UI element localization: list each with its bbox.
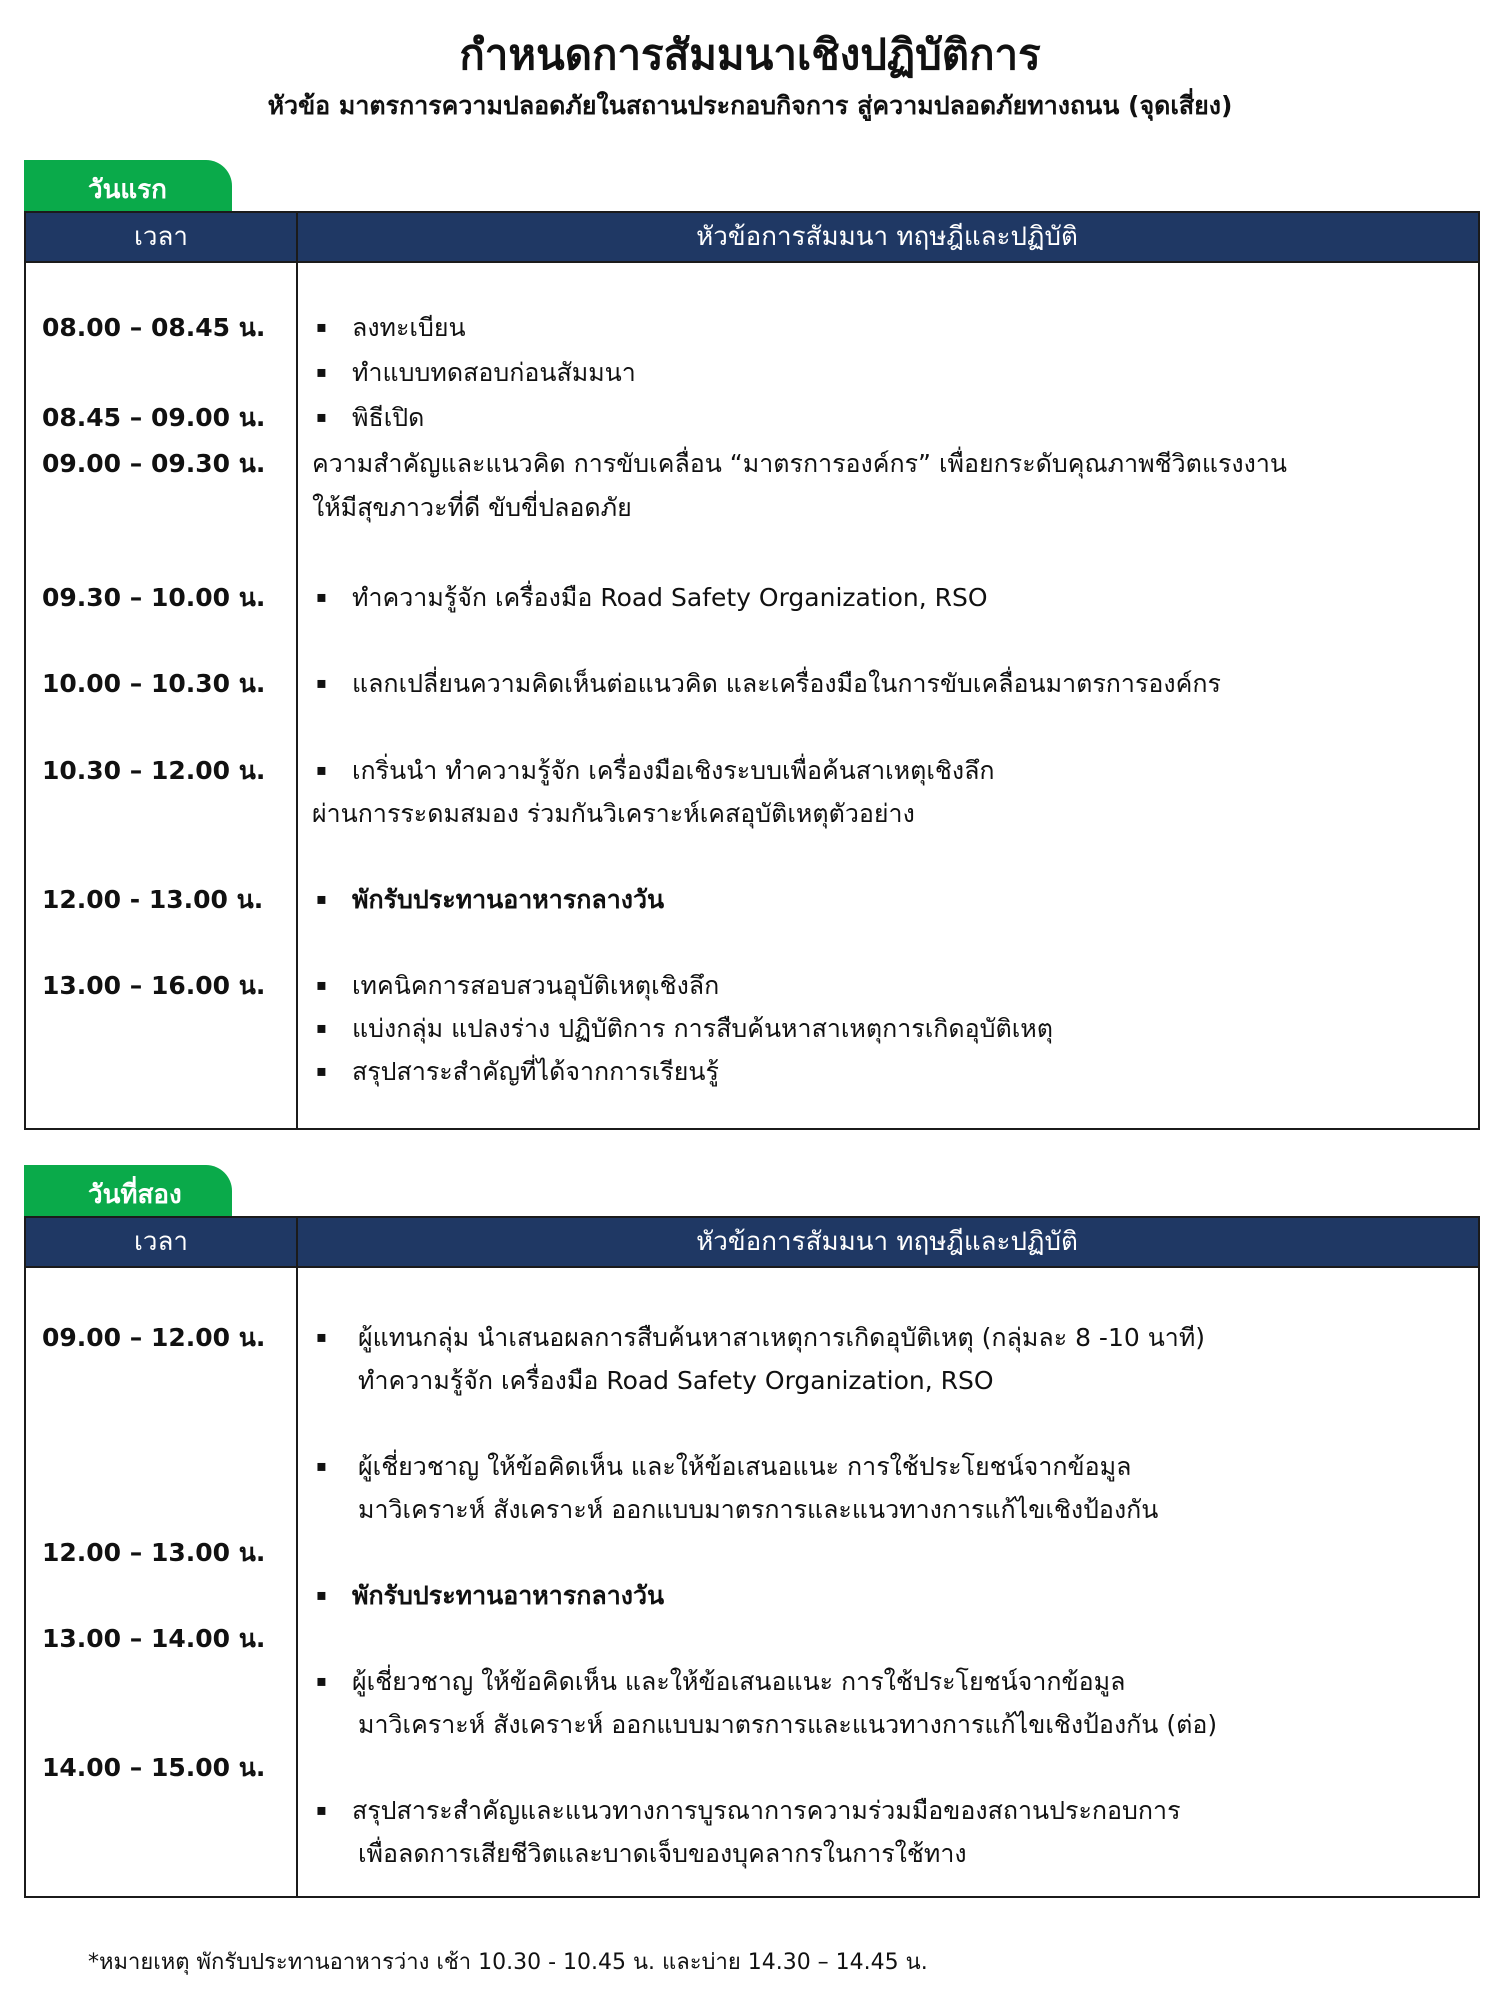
day2-time-2: 12.00 – 13.00 น. [42,1538,266,1567]
bullet-icon: ▪ [316,760,327,779]
bullet-icon: ▪ [316,407,327,426]
day1-time-4: 09.30 – 10.00 น. [42,583,266,612]
day1-column-divider [296,213,298,1130]
bullet-icon: ▪ [316,1671,327,1690]
day1-header-topic: หัวข้อการสัมมนา ทฤษฎีและปฏิบัติ [696,222,1078,252]
day1-item-rso: ทำความรู้จัก เครื่องมือ Road Safety Organization, RSO [352,583,988,612]
bullet-icon: ▪ [316,1327,327,1346]
day1-item-pretest: ทำแบบทดสอบก่อนสัมมนา [352,358,636,387]
day2-time-1: 09.00 – 12.00 น. [42,1323,266,1352]
day2-table [24,1216,1480,1898]
day1-table [24,211,1480,1130]
day2-item-integration-line1: สรุปสาระสำคัญและแนวทางการบูรณาการความร่วมมือของสถานประกอบการ [352,1796,1181,1825]
day1-item-opening: พิธีเปิด [352,403,425,432]
day2-item-group-present: ผู้แทนกลุ่ม นำเสนอผลการสืบค้นหาสาเหตุการเกิดอุบัติเหตุ (กลุ่มละ 8 -10 นาที) [358,1323,1206,1352]
day1-item-group-work: แบ่งกลุ่ม แปลงร่าง ปฏิบัติการ การสืบค้นหาสาเหตุการเกิดอุบัติเหตุ [352,1014,1054,1043]
day1-item-summary: สรุปสาระสำคัญที่ได้จากการเรียนรู้ [352,1057,719,1086]
day2-column-divider [296,1218,298,1898]
day1-time-6: 10.30 – 12.00 น. [42,756,266,785]
bullet-icon: ▪ [316,1800,327,1819]
day2-item-integration-line2: เพื่อลดการเสียชีวิตและบาดเจ็บของบุคลากรในการใช้ทาง [358,1839,967,1868]
footnote: *หมายเหตุ พักรับประทานอาหารว่าง เช้า 10.30 - 10.45 น. และบ่าย 14.30 – 14.45 น. [88,1950,928,1975]
day2-item-expert-line2: มาวิเคราะห์ สังเคราะห์ ออกแบบมาตรการและแนวทางการแก้ไขเชิงป้องกัน [358,1495,1159,1524]
day1-table-header [26,213,1478,261]
day2-time-3: 13.00 – 14.00 น. [42,1624,266,1653]
page-subtitle: หัวข้อ มาตรการความปลอดภัยในสถานประกอบกิจการ สู่ความปลอดภัยทางถนน (จุดเสี่ยง) [267,91,1233,120]
day2-item-lunch: พักรับประทานอาหารกลางวัน [352,1581,665,1610]
day2-tab: วันที่สอง [24,1165,232,1217]
day1-item-exchange: แลกเปลี่ยนความคิดเห็นต่อแนวคิด และเครื่องมือในการขับเคลื่อนมาตรการองค์กร [352,669,1221,698]
bullet-icon: ▪ [316,1456,327,1475]
day1-tab: วันแรก [24,160,232,212]
day2-item-rso: ทำความรู้จัก เครื่องมือ Road Safety Organization, RSO [358,1366,994,1395]
day2-header-time: เวลา [133,1227,189,1257]
day1-time-1: 08.00 – 08.45 น. [42,313,266,342]
day1-time-3: 09.00 – 09.30 น. [42,449,266,478]
bullet-icon: ▪ [316,1018,327,1037]
day1-time-2: 08.45 – 09.00 น. [42,403,266,432]
bullet-icon: ▪ [316,1061,327,1080]
day2-header-divider [26,1266,1478,1268]
day2-item-expert2-line1: ผู้เชี่ยวชาญ ให้ข้อคิดเห็น และให้ข้อเสนอแนะ การใช้ประโยชน์จากข้อมูล [352,1667,1126,1696]
day1-item-registration: ลงทะเบียน [352,313,466,342]
day1-item-investigation: เทคนิคการสอบสวนอุบัติเหตุเชิงลึก [352,971,720,1000]
day1-time-5: 10.00 – 10.30 น. [42,669,266,698]
day1-header-divider [26,261,1478,263]
day1-item-lunch: พักรับประทานอาหารกลางวัน [352,885,665,914]
page-title: กำหนดการสัมมนาเชิงปฏิบัติการ [459,30,1041,79]
day2-time-4: 14.00 – 15.00 น. [42,1753,266,1782]
day1-header-time: เวลา [133,222,189,252]
bullet-icon: ▪ [316,362,327,381]
day1-item-intro-tools: เกริ่นนำ ทำความรู้จัก เครื่องมือเชิงระบบเพื่อค้นสาเหตุเชิงลึก [352,756,995,785]
day2-item-expert-line1: ผู้เชี่ยวชาญ ให้ข้อคิดเห็น และให้ข้อเสนอแนะ การใช้ประโยชน์จากข้อมูล [358,1452,1132,1481]
day2-header-topic: หัวข้อการสัมมนา ทฤษฎีและปฏิบัติ [696,1227,1078,1257]
bullet-icon: ▪ [316,1585,327,1604]
day1-item-brainstorm: ผ่านการระดมสมอง ร่วมกันวิเคราะห์เคสอุบัติเหตุตัวอย่าง [312,799,915,828]
bullet-icon: ▪ [316,317,327,336]
bullet-icon: ▪ [316,673,327,692]
bullet-icon: ▪ [316,587,327,606]
bullet-icon: ▪ [316,975,327,994]
day1-item-importance-line1: ความสำคัญและแนวคิด การขับเคลื่อน “มาตรการองค์กร” เพื่อยกระดับคุณภาพชีวิตแรงงาน [312,449,1287,478]
day1-time-8: 13.00 – 16.00 น. [42,971,266,1000]
bullet-icon: ▪ [316,889,327,908]
day1-time-7: 12.00 - 13.00 น. [42,885,264,914]
day2-table-header [26,1218,1478,1266]
day1-item-importance-line2: ให้มีสุขภาวะที่ดี ขับขี่ปลอดภัย [312,493,632,522]
day2-item-expert2-line2: มาวิเคราะห์ สังเคราะห์ ออกแบบมาตรการและแนวทางการแก้ไขเชิงป้องกัน (ต่อ) [358,1710,1218,1739]
